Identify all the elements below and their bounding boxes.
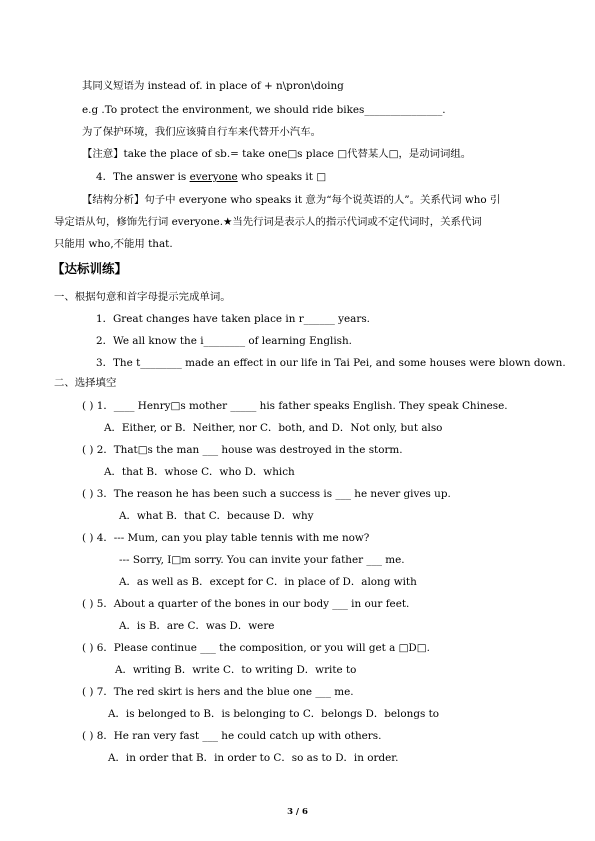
part-2-question-5-options: A．is B．are C．was D．were — [119, 620, 275, 632]
part-2-question-8-options: A．in order that B．in order to C．so as to D．in order. — [108, 752, 399, 764]
part-2-question-6: ( ) 6．Please continue ___ the composition, or you will get a □D□. — [82, 642, 430, 654]
structure-analysis-2: 导定语从句，修饰先行词 everyone.★当先行词是表示人的指示代词或不定代词时，关系代词 — [54, 216, 482, 228]
attention-note: 【注意】take the place of sb.= take one□s place □代替某人□，是动词词组。 — [82, 148, 472, 160]
example-translation: 为了保护环境，我们应该骑自行车来代替开小汽车。 — [82, 126, 321, 138]
part-2-title: 二、选择填空 — [54, 377, 117, 389]
part-1-question-3: 3．The t________ made an effect in our life in Tai Pei, and some houses were blown down. — [96, 357, 566, 369]
item-4-suffix: who speaks it □ — [237, 171, 327, 183]
part-2-question-1-options: A．Either, or B．Neither, nor C．both, and D．Not only, but also — [104, 422, 443, 434]
part-2-question-3-options: A．what B．that C．because D．why — [119, 510, 314, 522]
page-number: 3 / 6 — [287, 807, 308, 817]
example-sentence: e.g .To protect the environment, we should ride bikes_______________. — [82, 104, 446, 116]
part-2-question-4: ( ) 4．--- Mum, can you play table tennis with me now? — [82, 532, 370, 544]
section-title: 【达标训练】 — [52, 261, 128, 276]
part-2-question-4-options: A．as well as B．except for C．in place of D．along with — [119, 576, 417, 588]
part-1-question-1: 1．Great changes have taken place in r______ years. — [96, 313, 370, 325]
part-2-question-6-options: A．writing B．write C．to writing D．write to — [115, 664, 357, 676]
part-2-question-7-options: A．is belonged to B．is belonging to C．belongs D．belongs to — [108, 708, 440, 720]
part-2-question-5: ( ) 5．About a quarter of the bones in our body ___ in our feet. — [82, 598, 410, 610]
synonym-note: 其同义短语为 instead of. in place of + n\pron\doing — [82, 80, 344, 92]
item-4-prefix: 4．The answer is — [96, 171, 190, 183]
part-2-question-7: ( ) 7．The red skirt is hers and the blue one ___ me. — [82, 686, 354, 698]
part-2-question-2-options: A．that B．whose C．who D．which — [104, 466, 295, 478]
part-2-question-4-reply: --- Sorry, I□m sorry. You can invite your father ___ me. — [119, 554, 405, 566]
item-4-keyword: everyone — [189, 171, 238, 183]
part-2-question-3: ( ) 3．The reason he has been such a success is ___ he never gives up. — [82, 488, 451, 500]
part-2-question-2: ( ) 2．That□s the man ___ house was destroyed in the storm. — [82, 444, 403, 456]
structure-analysis-3: 只能用 who,不能用 that. — [54, 238, 173, 250]
part-1-question-2: 2．We all know the i________ of learning English. — [96, 335, 352, 347]
part-2-question-1: ( ) 1．____ Henry□s mother _____ his father speaks English. They speak Chinese. — [82, 400, 508, 412]
part-2-question-8: ( ) 8．He ran very fast ___ he could catch up with others. — [82, 730, 382, 742]
part-1-title: 一、根据句意和首字母提示完成单词。 — [54, 291, 231, 303]
structure-analysis-1: 【结构分析】句子中 everyone who speaks it 意为“每个说英语的人”。关系代词 who 引 — [82, 194, 501, 206]
item-4-sentence — [96, 170, 326, 184]
